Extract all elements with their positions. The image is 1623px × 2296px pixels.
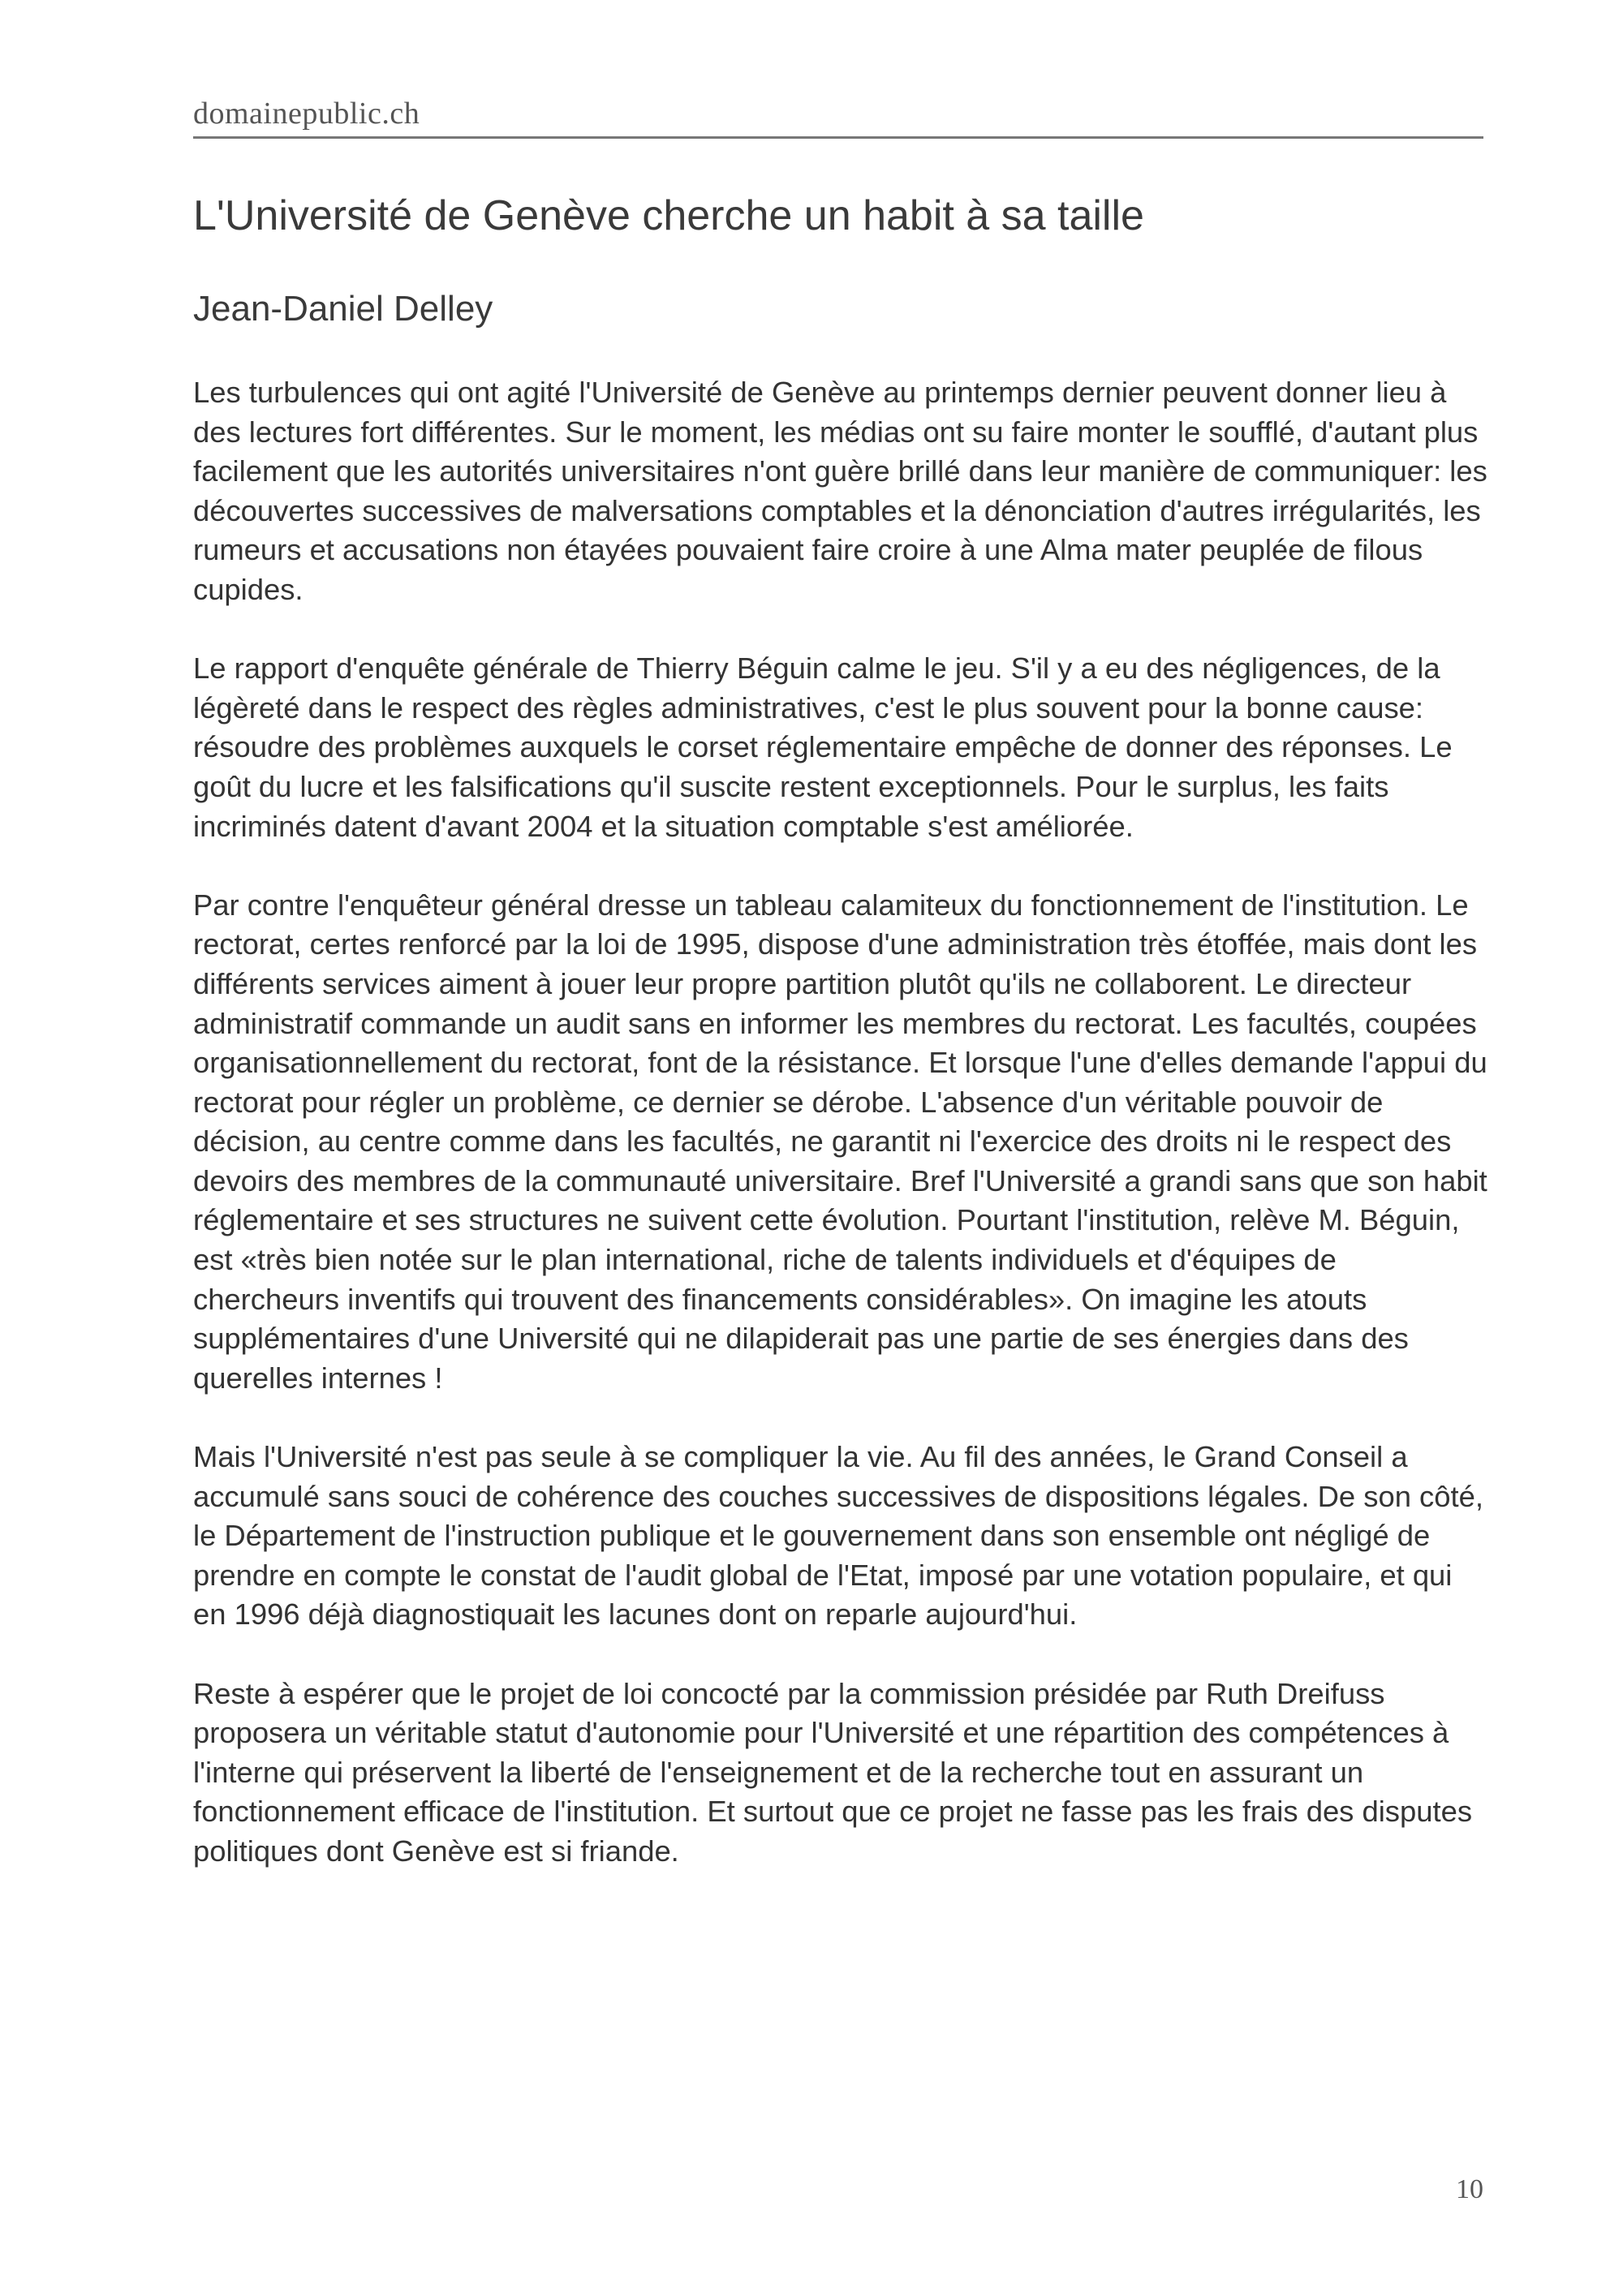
paragraph: Reste à espérer que le projet de loi concocté par la commission présidée par Ruth Dreifuss proposera un véritable statut d'autonomie pour l'Université et une répartition des compétences à l'interne qui préservent la liberté de l'enseignement et de la recherche tout en assurant un fonctionnement efficace de l'institution. Et surtout que ce projet ne fasse pas les frais des disputes politiques dont Genève est si friande.	[193, 1676, 1473, 1868]
paragraph: Le rapport d'enquête générale de Thierry Béguin calme le jeu. S'il y a eu des négligences, de la légèreté dans le respect des règles administratives, c'est le plus souvent pour la bonne cause: résoudre des problèmes auxquels le corset réglementaire empêche de donner des réponses. Le goût du lucre et les falsifications qu'il suscite restent exceptionnels. Pour le surplus, les faits incriminés datent d'avant 2004 et la situation comptable s'est améliorée.	[193, 651, 1453, 843]
header-divider	[193, 136, 1483, 139]
page-number: 10	[1456, 2174, 1483, 2204]
paragraph: Mais l'Université n'est pas seule à se compliquer la vie. Au fil des années, le Grand Conseil a accumulé sans souci de cohérence des couches successives de dispositions légales. De son côté, le Département de l'instruction publique et le gouvernement dans son ensemble ont négligé de prendre en compte le constat de l'audit global de l'Etat, imposé par une votation populaire, et qui en 1996 déjà diagnostiquait les lacunes dont on reparle aujourd'hui.	[193, 1440, 1483, 1632]
paragraph: Par contre l'enquêteur général dresse un tableau calamiteux du fonctionnement de l'institution. Le rectorat, certes renforcé par la loi de 1995, dispose d'une administration très étoffée, mais dont les différents services aiment à jouer leur propre partition plutôt qu'ils ne collaborent. Le directeur administratif commande un audit sans en informer les membres du rectorat. Les facultés, coupées organisationnellement du rectorat, font de la résistance. Et lorsque l'une d'elles demande l'appui du rectorat pour régler un problème, ce dernier se dérobe. L'absence d'un véritable pouvoir de décision, au centre comme dans les facultés, ne garantit ni l'exercice des droits ni le respect des devoirs des membres de la communauté universitaire. Bref l'Université a grandi sans que son habit réglementaire et ses structures ne suivent cette évolution. Pourtant l'institution, relève M. Béguin, est «très bien notée sur le plan international, riche de talents individuels et d'équipes de chercheurs inventifs qui trouvent des financements considérables». On imagine les atouts supplémentaires d'une Université qui ne dilapiderait pas une partie de ses énergies dans des querelles internes !	[193, 888, 1487, 1395]
site-name: domainepublic.ch	[193, 97, 420, 131]
article-author: Jean-Daniel Delley	[193, 289, 493, 329]
article-title: L'Université de Genève cherche un habit à sa taille	[193, 192, 1144, 239]
paragraph: Les turbulences qui ont agité l'Université de Genève au printemps dernier peuvent donner lieu à des lectures fort différentes. Sur le moment, les médias ont su faire monter le soufflé, d'autant plus facilement que les autorités universitaires n'ont guère brillé dans leur manière de communiquer: les découvertes successives de malversations comptables et la dénonciation d'autres irrégularités, les rumeurs et accusations non étayées pouvaient faire croire à une Alma mater peuplée de filous cupides.	[193, 376, 1487, 606]
article-body	[193, 373, 1487, 1911]
